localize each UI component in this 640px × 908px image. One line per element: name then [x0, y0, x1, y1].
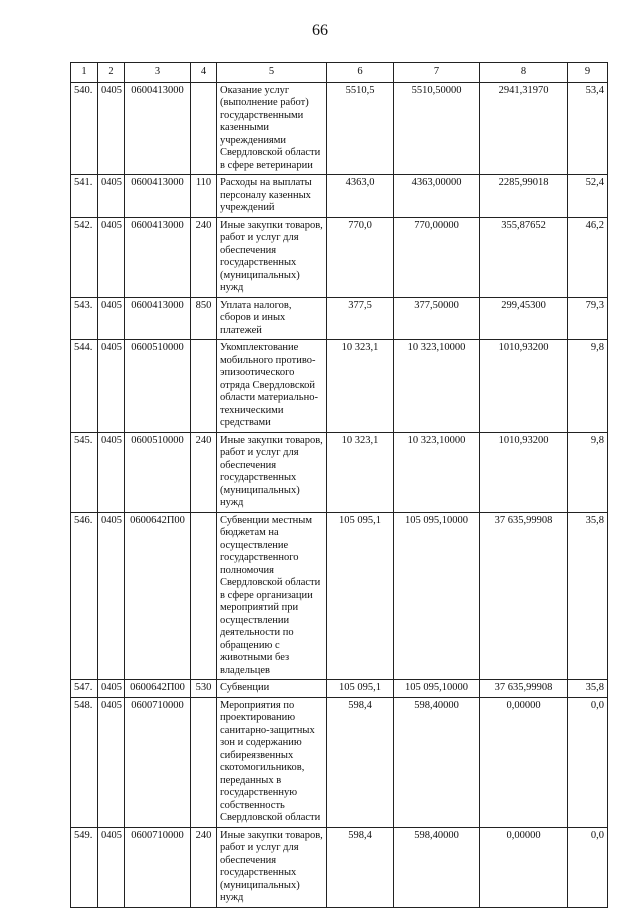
article-code: 0600413000	[125, 175, 191, 218]
expense-type-code: 240	[191, 827, 217, 907]
planned-amount: 598,4	[327, 827, 394, 907]
planned-amount: 10 323,1	[327, 432, 394, 512]
column-header: 9	[568, 63, 608, 83]
section-code: 0405	[98, 827, 125, 907]
item-name: Иные закупки товаров, работ и услуг для обеспечения государственных (муниципальных) нужд	[217, 432, 327, 512]
section-code: 0405	[98, 297, 125, 340]
section-code: 0405	[98, 82, 125, 175]
table-row	[71, 297, 608, 340]
planned-amount-exact: 5510,50000	[394, 82, 480, 175]
actual-amount: 0,00000	[480, 827, 568, 907]
section-code: 0405	[98, 217, 125, 297]
expense-type-code	[191, 512, 217, 680]
item-name: Уплата налогов, сборов и иных платежей	[217, 297, 327, 340]
column-header: 4	[191, 63, 217, 83]
actual-amount: 37 635,99908	[480, 680, 568, 698]
expense-type-code	[191, 697, 217, 827]
planned-amount-exact: 105 095,10000	[394, 512, 480, 680]
planned-amount: 377,5	[327, 297, 394, 340]
article-code: 0600510000	[125, 340, 191, 433]
row-number: 547.	[71, 680, 98, 698]
item-name: Иные закупки товаров, работ и услуг для обеспечения государственных (муниципальных) нужд	[217, 217, 327, 297]
budget-table	[70, 62, 608, 908]
column-header: 1	[71, 63, 98, 83]
execution-percent: 9,8	[568, 432, 608, 512]
column-header: 8	[480, 63, 568, 83]
expense-type-code: 240	[191, 432, 217, 512]
planned-amount: 598,4	[327, 697, 394, 827]
planned-amount-exact: 10 323,10000	[394, 340, 480, 433]
row-number: 544.	[71, 340, 98, 433]
item-name: Оказание услуг (выполнение работ) государственными казенными учреждениями Свердловской области в сфере ветеринарии	[217, 82, 327, 175]
table-row	[71, 340, 608, 433]
section-code: 0405	[98, 175, 125, 218]
item-name: Мероприятия по проектированию санитарно-защитных зон и содержанию сибиреязвенных скотомогильников, переданных в государственную собственность Свердловской области	[217, 697, 327, 827]
planned-amount: 5510,5	[327, 82, 394, 175]
expense-type-code	[191, 82, 217, 175]
item-name: Субвенции местным бюджетам на осуществление государственного полномочия Свердловской области в сфере организации мероприятий при осуществлении деятельности по обращению с животными без владельцев	[217, 512, 327, 680]
item-name: Укомплектование мобильного противо-эпизоотического отряда Свердловской области материально-техническими средствами	[217, 340, 327, 433]
execution-percent: 0,0	[568, 697, 608, 827]
table-row	[71, 217, 608, 297]
article-code: 0600413000	[125, 217, 191, 297]
row-number: 549.	[71, 827, 98, 907]
execution-percent: 53,4	[568, 82, 608, 175]
execution-percent: 79,3	[568, 297, 608, 340]
planned-amount: 10 323,1	[327, 340, 394, 433]
item-name: Иные закупки товаров, работ и услуг для обеспечения государственных (муниципальных) нужд	[217, 827, 327, 907]
planned-amount-exact: 10 323,10000	[394, 432, 480, 512]
article-code: 0600510000	[125, 432, 191, 512]
table-row	[71, 82, 608, 175]
planned-amount-exact: 377,50000	[394, 297, 480, 340]
article-code: 0600642П00	[125, 512, 191, 680]
article-code: 0600710000	[125, 697, 191, 827]
actual-amount: 355,87652	[480, 217, 568, 297]
execution-percent: 35,8	[568, 680, 608, 698]
section-code: 0405	[98, 340, 125, 433]
page-number: 66	[312, 22, 328, 39]
planned-amount: 105 095,1	[327, 512, 394, 680]
execution-percent: 9,8	[568, 340, 608, 433]
article-code: 0600710000	[125, 827, 191, 907]
planned-amount: 105 095,1	[327, 680, 394, 698]
expense-type-code: 850	[191, 297, 217, 340]
table-row	[71, 175, 608, 218]
actual-amount: 299,45300	[480, 297, 568, 340]
actual-amount: 2285,99018	[480, 175, 568, 218]
execution-percent: 52,4	[568, 175, 608, 218]
column-header: 6	[327, 63, 394, 83]
section-code: 0405	[98, 432, 125, 512]
expense-type-code	[191, 340, 217, 433]
section-code: 0405	[98, 697, 125, 827]
table-header-row	[71, 63, 608, 83]
planned-amount-exact: 598,40000	[394, 827, 480, 907]
expense-type-code: 530	[191, 680, 217, 698]
section-code: 0405	[98, 680, 125, 698]
actual-amount: 1010,93200	[480, 432, 568, 512]
planned-amount-exact: 598,40000	[394, 697, 480, 827]
execution-percent: 0,0	[568, 827, 608, 907]
planned-amount: 770,0	[327, 217, 394, 297]
table-body	[71, 82, 608, 907]
actual-amount: 1010,93200	[480, 340, 568, 433]
planned-amount-exact: 4363,00000	[394, 175, 480, 218]
article-code: 0600642П00	[125, 680, 191, 698]
article-code: 0600413000	[125, 297, 191, 340]
table-row	[71, 827, 608, 907]
row-number: 540.	[71, 82, 98, 175]
item-name: Субвенции	[217, 680, 327, 698]
column-header: 5	[217, 63, 327, 83]
expense-type-code: 240	[191, 217, 217, 297]
actual-amount: 2941,31970	[480, 82, 568, 175]
actual-amount: 0,00000	[480, 697, 568, 827]
execution-percent: 46,2	[568, 217, 608, 297]
table-row	[71, 680, 608, 698]
row-number: 541.	[71, 175, 98, 218]
planned-amount-exact: 770,00000	[394, 217, 480, 297]
actual-amount: 37 635,99908	[480, 512, 568, 680]
table-row	[71, 512, 608, 680]
table-row	[71, 432, 608, 512]
row-number: 548.	[71, 697, 98, 827]
column-header: 3	[125, 63, 191, 83]
row-number: 542.	[71, 217, 98, 297]
row-number: 545.	[71, 432, 98, 512]
row-number: 546.	[71, 512, 98, 680]
planned-amount-exact: 105 095,10000	[394, 680, 480, 698]
expense-type-code: 110	[191, 175, 217, 218]
table-row	[71, 697, 608, 827]
item-name: Расходы на выплаты персоналу казенных учреждений	[217, 175, 327, 218]
execution-percent: 35,8	[568, 512, 608, 680]
section-code: 0405	[98, 512, 125, 680]
article-code: 0600413000	[125, 82, 191, 175]
planned-amount: 4363,0	[327, 175, 394, 218]
column-header: 2	[98, 63, 125, 83]
column-header: 7	[394, 63, 480, 83]
row-number: 543.	[71, 297, 98, 340]
